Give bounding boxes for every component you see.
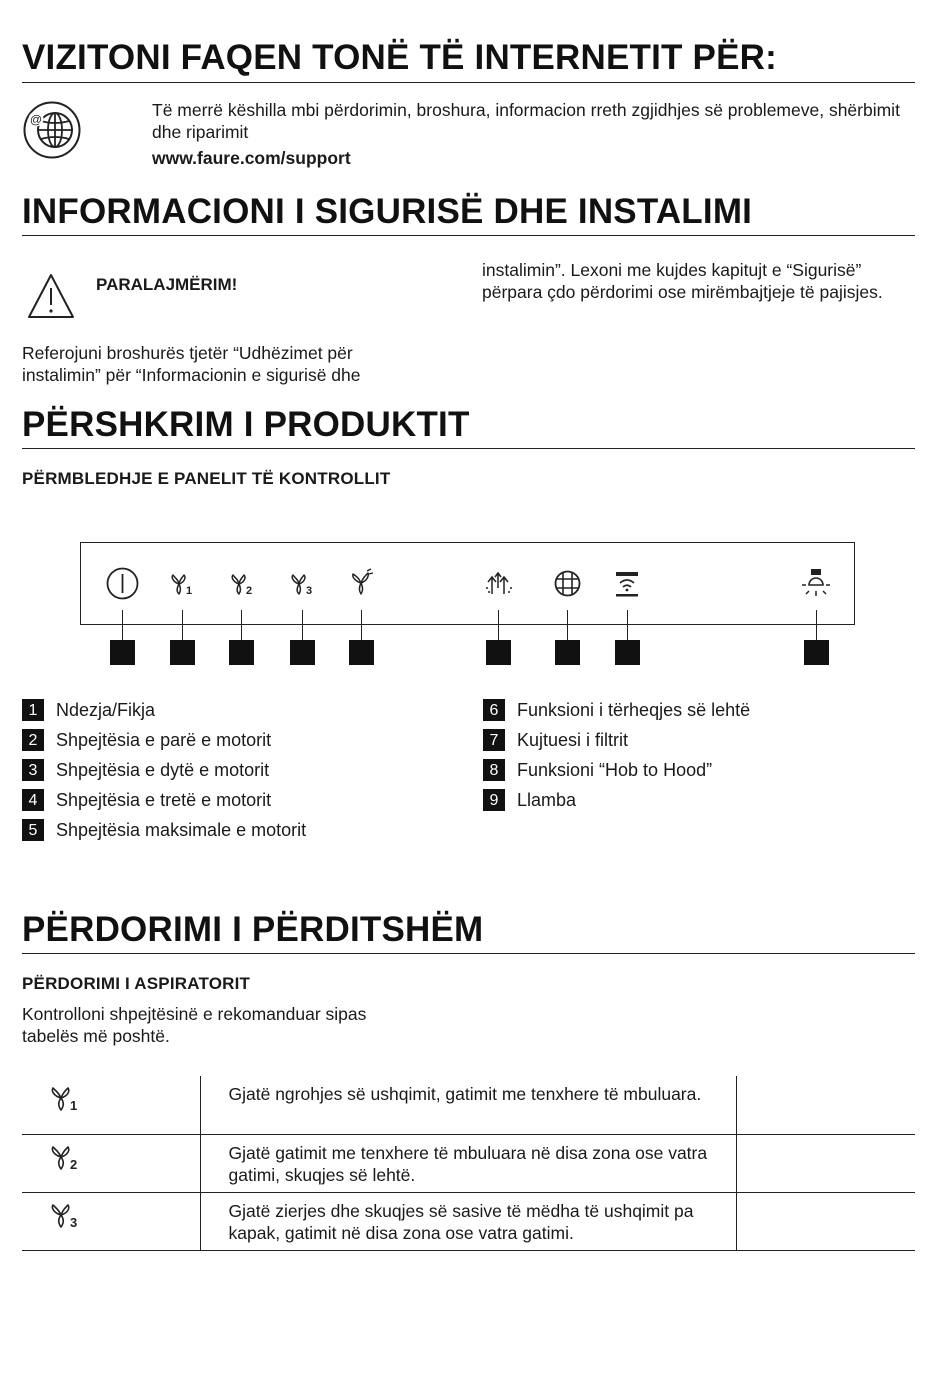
fan-speed-3-icon — [289, 572, 317, 596]
legend-number: 1 — [22, 699, 44, 721]
svg-text:@: @ — [29, 112, 43, 127]
table-row — [22, 1192, 915, 1250]
legend-item — [483, 728, 628, 752]
callout-marker-5 — [349, 640, 374, 665]
empty-cell — [736, 1192, 915, 1250]
safety-text-left: Referojuni broshurës tjetër “Udhëzimet për instalimin” për “Informacionin e sigurisë dhe — [22, 343, 361, 385]
legend-label: Ndezja/Fikja — [56, 699, 156, 720]
heading-rule — [22, 448, 915, 449]
legend-label: Shpejtësia e tretë e motorit — [56, 789, 272, 810]
speed-description: Gjatë zierjes dhe skuqjes së sasive të mëdha të ushqimit pa kapak, gatimit në disa zona ose vatra gatimi. — [200, 1192, 736, 1250]
breeze-icon — [484, 570, 514, 596]
legend-number: 5 — [22, 819, 44, 841]
legend-number: 7 — [483, 729, 505, 751]
svg-text:3: 3 — [306, 585, 313, 596]
svg-text:1: 1 — [70, 1098, 78, 1112]
lamp-icon — [800, 567, 832, 599]
empty-cell — [736, 1076, 915, 1134]
legend-number: 9 — [483, 789, 505, 811]
empty-cell — [736, 1134, 915, 1192]
legend-item — [483, 698, 750, 722]
speed-description: Gjatë gatimit me tenxhere të mbuluara në disa zona ose vatra gatimi, skuqjes së lehtë. — [200, 1134, 736, 1192]
fan-speed-1-icon — [169, 572, 197, 596]
fan-max-icon — [347, 568, 375, 596]
speed-table — [22, 1076, 915, 1251]
visit-heading: VIZITONI FAQEN TONË TË INTERNETIT PËR: — [22, 38, 777, 77]
legend-item — [22, 728, 271, 752]
callout-marker-4 — [290, 640, 315, 665]
daily-intro: Kontrolloni shpejtësinë e rekomanduar sipas tabelës më poshtë. — [22, 1004, 367, 1046]
legend-item — [22, 758, 269, 782]
control-panel-subheading: PËRMBLEDHJE E PANELIT TË KONTROLLIT — [22, 469, 391, 488]
callout-marker-8 — [615, 640, 640, 665]
legend-label: Kujtuesi i filtrit — [517, 729, 629, 750]
callout-marker-7 — [555, 640, 580, 665]
legend-label: Shpejtësia e dytë e motorit — [56, 759, 270, 780]
svg-text:2: 2 — [246, 585, 253, 596]
heading-rule — [22, 953, 915, 954]
callout-line — [302, 610, 303, 640]
legend-label: Llamba — [517, 789, 577, 810]
legend-label: Shpejtësia maksimale e motorit — [56, 819, 307, 840]
legend-item — [22, 788, 271, 812]
filter-grid-icon — [554, 570, 581, 597]
speed-description: Gjatë ngrohjes së ushqimit, gatimit me tenxhere të mbuluara. — [200, 1076, 736, 1134]
safety-text-right: instalimin”. Lexoni me kujdes kapitujt e “Sigurisë” përpara çdo përdorimi ose mirëmbajtjeje të pajisjes. — [482, 260, 883, 302]
legend-item — [483, 788, 576, 812]
warning-label: PARALAJMËRIM! — [96, 275, 238, 294]
fan-speed-2-icon — [22, 1134, 200, 1192]
legend-item — [483, 758, 712, 782]
legend-number: 8 — [483, 759, 505, 781]
legend-item — [22, 698, 155, 722]
callout-marker-2 — [170, 640, 195, 665]
hob-to-hood-icon — [614, 570, 640, 598]
callout-line — [627, 610, 628, 640]
svg-text:1: 1 — [186, 585, 193, 596]
heading-rule — [22, 82, 915, 83]
power-icon — [106, 567, 139, 600]
table-row — [22, 1134, 915, 1192]
callout-line — [567, 610, 568, 640]
callout-marker-3 — [229, 640, 254, 665]
svg-text:2: 2 — [70, 1156, 78, 1171]
callout-line — [361, 610, 362, 640]
legend-label: Funksioni “Hob to Hood” — [517, 759, 713, 780]
callout-marker-6 — [486, 640, 511, 665]
callout-line — [182, 610, 183, 640]
table-row — [22, 1076, 915, 1134]
legend-item — [22, 818, 306, 842]
callout-marker-9 — [804, 640, 829, 665]
legend-number: 2 — [22, 729, 44, 751]
fan-speed-3-icon — [22, 1192, 200, 1250]
fan-speed-1-icon — [22, 1076, 200, 1134]
legend-label: Shpejtësia e parë e motorit — [56, 729, 272, 750]
heading-rule — [22, 235, 915, 236]
callout-line — [241, 610, 242, 640]
callout-line — [122, 610, 123, 640]
legend-number: 3 — [22, 759, 44, 781]
legend-number: 4 — [22, 789, 44, 811]
callout-marker-1 — [110, 640, 135, 665]
callout-line — [498, 610, 499, 640]
svg-text:3: 3 — [70, 1214, 78, 1229]
safety-heading: INFORMACIONI I SIGURISË DHE INSTALIMI — [22, 192, 753, 231]
visit-text: Të merrë këshilla mbi përdorimin, broshura, informacion rreth zgjidhjes së problemeve, shërbimit dhe riparimit — [152, 100, 900, 142]
fan-speed-2-icon — [229, 572, 257, 596]
warning-triangle-icon — [26, 272, 76, 320]
product-heading: PËRSHKRIM I PRODUKTIT — [22, 405, 470, 444]
support-link[interactable]: www.faure.com/support — [152, 148, 351, 168]
legend-number: 6 — [483, 699, 505, 721]
callout-line — [816, 610, 817, 640]
hood-use-subheading: PËRDORIMI I ASPIRATORIT — [22, 974, 251, 993]
legend-label: Funksioni i tërheqjes së lehtë — [517, 699, 751, 720]
globe-at-icon — [22, 100, 82, 160]
daily-use-heading: PËRDORIMI I PËRDITSHËM — [22, 910, 484, 949]
